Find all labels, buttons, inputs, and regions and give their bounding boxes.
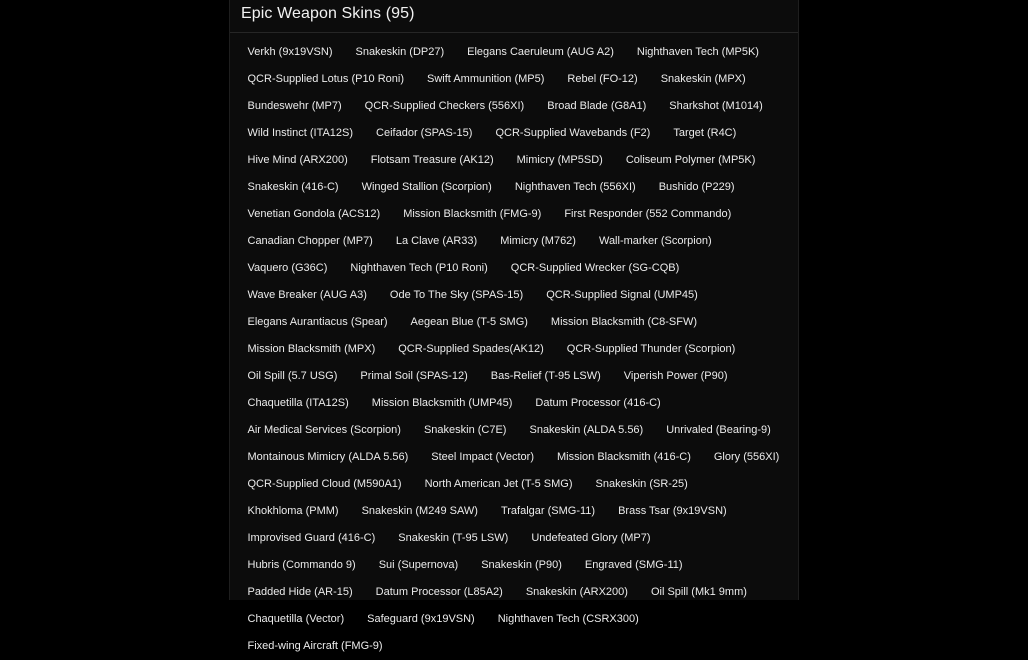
skin-item[interactable]: Elegans Caeruleum (AUG A2) [467, 46, 614, 58]
skin-item[interactable]: First Responder (552 Commando) [564, 208, 732, 220]
skin-item[interactable]: Wave Breaker (AUG A3) [247, 289, 367, 301]
skin-item[interactable]: Oil Spill (5.7 USG) [247, 370, 338, 382]
skin-item[interactable]: Trafalgar (SMG-11) [500, 505, 596, 517]
skin-item[interactable]: Fixed-wing Aircraft (FMG-9) [247, 640, 383, 652]
skin-item[interactable]: Mission Blacksmith (416-C) [557, 451, 691, 463]
skin-item[interactable]: Improvised Guard (416-C) [247, 532, 376, 544]
skin-item[interactable]: Sui (Supernova) [378, 559, 459, 571]
skin-item[interactable]: Khokhloma (PMM) [247, 505, 339, 517]
skin-item[interactable]: Sharkshot (M1014) [669, 100, 763, 112]
skin-item[interactable]: Snakeskin (MPX) [660, 73, 746, 85]
skin-item[interactable]: Snakeskin (C7E) [423, 424, 507, 436]
skin-item[interactable]: Ode To The Sky (SPAS-15) [389, 289, 524, 301]
skin-item[interactable]: North American Jet (T-5 SMG) [424, 478, 573, 490]
skin-item[interactable]: QCR-Supplied Cloud (M590A1) [247, 478, 402, 490]
skin-item[interactable]: Snakeskin (SR-25) [595, 478, 688, 490]
skin-item[interactable]: Flotsam Treasure (AK12) [370, 154, 494, 166]
skin-item[interactable]: Bundeswehr (MP7) [247, 100, 342, 112]
skin-item[interactable]: Montainous Mimicry (ALDA 5.56) [247, 451, 409, 463]
skin-item[interactable]: Snakeskin (DP27) [355, 46, 445, 58]
skin-item[interactable]: Nighthaven Tech (P10 Roni) [350, 262, 488, 274]
epic-weapon-skins-panel [229, 0, 799, 652]
skin-item[interactable]: Primal Soil (SPAS-12) [360, 370, 468, 382]
skin-item[interactable]: Elegans Aurantiacus (Spear) [247, 316, 388, 328]
skin-item[interactable]: Mission Blacksmith (UMP45) [371, 397, 513, 409]
skin-item[interactable]: Snakeskin (T-95 LSW) [398, 532, 509, 544]
skin-item[interactable]: Hive Mind (ARX200) [247, 154, 348, 166]
skin-item[interactable]: Vaquero (G36C) [247, 262, 328, 274]
skin-item[interactable]: Target (R4C) [673, 127, 737, 139]
skin-item[interactable]: Mission Blacksmith (FMG-9) [403, 208, 542, 220]
skin-item[interactable]: Bas-Relief (T-95 LSW) [490, 370, 601, 382]
skin-item[interactable]: Undefeated Glory (MP7) [531, 532, 651, 544]
skin-item[interactable]: Engraved (SMG-11) [584, 559, 683, 571]
skin-item[interactable]: Snakeskin (ALDA 5.56) [529, 424, 644, 436]
skin-item[interactable]: Nighthaven Tech (CSRX300) [497, 613, 639, 625]
skin-item[interactable]: Unrivaled (Bearing-9) [666, 424, 771, 436]
skin-item[interactable]: QCR-Supplied Wrecker (SG-CQB) [510, 262, 680, 274]
skin-item[interactable]: Datum Processor (416-C) [535, 397, 661, 409]
skin-item[interactable]: Snakeskin (ARX200) [525, 586, 628, 598]
skin-item[interactable]: Canadian Chopper (MP7) [247, 235, 373, 247]
skin-item[interactable]: Oil Spill (Mk1 9mm) [650, 586, 747, 598]
skin-item[interactable]: Snakeskin (M249 SAW) [361, 505, 478, 517]
skin-item[interactable]: QCR-Supplied Wavebands (F2) [495, 127, 651, 139]
skin-item[interactable]: Padded Hide (AR-15) [247, 586, 353, 598]
skin-item[interactable]: QCR-Supplied Thunder (Scorpion) [566, 343, 736, 355]
skin-item[interactable]: Ceifador (SPAS-15) [376, 127, 473, 139]
skin-item[interactable]: Winged Stallion (Scorpion) [361, 181, 492, 193]
skin-item[interactable]: Nighthaven Tech (556XI) [514, 181, 636, 193]
skin-item[interactable]: Brass Tsar (9x19VSN) [618, 505, 727, 517]
panel-title: Epic Weapon Skins (95) [241, 5, 415, 22]
skin-item[interactable]: Safeguard (9x19VSN) [367, 613, 475, 625]
skin-item[interactable]: Mimicry (MP5SD) [516, 154, 603, 166]
panel-header [230, 0, 798, 33]
skin-item[interactable]: Bushido (P229) [658, 181, 735, 193]
skin-item[interactable]: La Clave (AR33) [395, 235, 478, 247]
skin-item[interactable]: Air Medical Services (Scorpion) [247, 424, 401, 436]
skin-item[interactable]: Steel Impact (Vector) [431, 451, 534, 463]
skin-item[interactable]: Hubris (Commando 9) [247, 559, 356, 571]
skin-item[interactable]: Verkh (9x19VSN) [247, 46, 333, 58]
skin-item[interactable]: QCR-Supplied Spades(AK12) [398, 343, 544, 355]
skin-item[interactable]: Coliseum Polymer (MP5K) [625, 154, 756, 166]
skin-item[interactable]: Aegean Blue (T-5 SMG) [410, 316, 528, 328]
skin-item[interactable]: Venetian Gondola (ACS12) [247, 208, 381, 220]
skin-item[interactable]: Glory (556XI) [713, 451, 780, 463]
skin-item[interactable]: Mimicry (M762) [500, 235, 576, 247]
skin-item[interactable]: Chaquetilla (ITA12S) [247, 397, 349, 409]
skin-item[interactable]: Datum Processor (L85A2) [375, 586, 503, 598]
skin-item[interactable]: QCR-Supplied Signal (UMP45) [546, 289, 698, 301]
skin-item[interactable]: Viperish Power (P90) [623, 370, 728, 382]
skin-item[interactable]: Wild Instinct (ITA12S) [247, 127, 354, 139]
skin-item[interactable]: Mission Blacksmith (MPX) [247, 343, 376, 355]
skin-item[interactable]: Swift Ammunition (MP5) [427, 73, 545, 85]
skin-item[interactable]: QCR-Supplied Lotus (P10 Roni) [247, 73, 405, 85]
skin-item[interactable]: Nighthaven Tech (MP5K) [636, 46, 759, 58]
skin-item[interactable]: Snakeskin (P90) [481, 559, 562, 571]
skin-item[interactable]: QCR-Supplied Checkers (556XI) [364, 100, 525, 112]
skin-item[interactable]: Chaquetilla (Vector) [247, 613, 345, 625]
skin-item[interactable]: Snakeskin (416-C) [247, 181, 339, 193]
skin-item[interactable]: Broad Blade (G8A1) [547, 100, 647, 112]
skin-item[interactable]: Wall-marker (Scorpion) [598, 235, 712, 247]
skin-item[interactable]: Mission Blacksmith (C8-SFW) [550, 316, 697, 328]
skin-item[interactable]: Rebel (FO-12) [567, 73, 638, 85]
skin-list [230, 33, 798, 660]
